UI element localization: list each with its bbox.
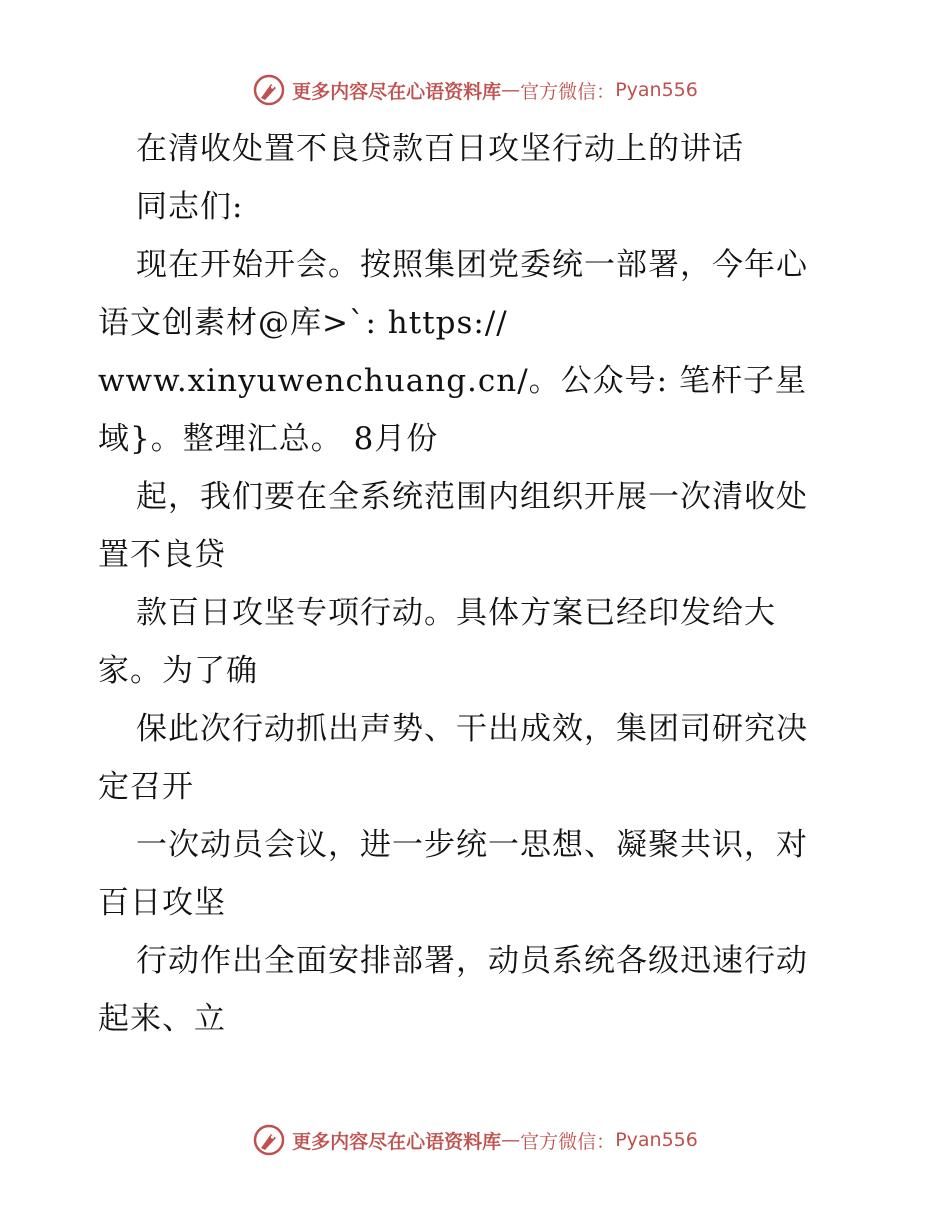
document-body: [98, 120, 858, 1048]
banner-wechat-id: Pyan556: [615, 1129, 698, 1151]
banner-site-text: 更多内容尽在心语资料库: [292, 1130, 502, 1153]
text-line: 置不良贷: [98, 537, 226, 573]
pen-nib-logo-icon: [252, 1123, 286, 1157]
text-line: 起来、立: [98, 1001, 226, 1037]
banner-separator: —: [501, 1129, 521, 1151]
text-line: 域}。整理汇总。 8月份: [98, 421, 439, 457]
text-line: 起，我们要在全系统范围内组织开展一次清收处: [136, 479, 808, 515]
banner-separator: —: [501, 79, 521, 101]
text-line: 行动作出全面安排部署，动员系统各级迅速行动: [136, 943, 808, 979]
text-line: 现在开始开会。按照集团党委统一部署，今年心: [136, 247, 808, 283]
banner-wechat-label: 官方微信：: [520, 80, 616, 103]
salutation: 同志们:: [136, 189, 244, 225]
text-line: 家。为了确: [98, 653, 258, 689]
banner-site-text: 更多内容尽在心语资料库: [292, 80, 502, 103]
footer-banner: [0, 1120, 950, 1160]
text-line: www.xinyuwenchuang.cn/。公众号: 笔杆子星: [98, 363, 807, 399]
text-line: 百日攻坚: [98, 885, 226, 921]
text-line: 一次动员会议，进一步统一思想、凝聚共识，对: [136, 827, 808, 863]
document-title: 在清收处置不良贷款百日攻坚行动上的讲话: [136, 131, 744, 167]
pen-nib-logo-icon: [252, 73, 286, 107]
header-banner: [0, 70, 950, 110]
text-line: 保此次行动抓出声势、干出成效，集团司研究决: [136, 711, 808, 747]
banner-wechat-label: 官方微信：: [520, 1130, 616, 1153]
banner-wechat-id: Pyan556: [615, 79, 698, 101]
text-line: 定召开: [98, 769, 194, 805]
text-line: 语文创素材@库>`: https://: [98, 305, 508, 341]
text-line: 款百日攻坚专项行动。具体方案已经印发给大: [136, 595, 776, 631]
